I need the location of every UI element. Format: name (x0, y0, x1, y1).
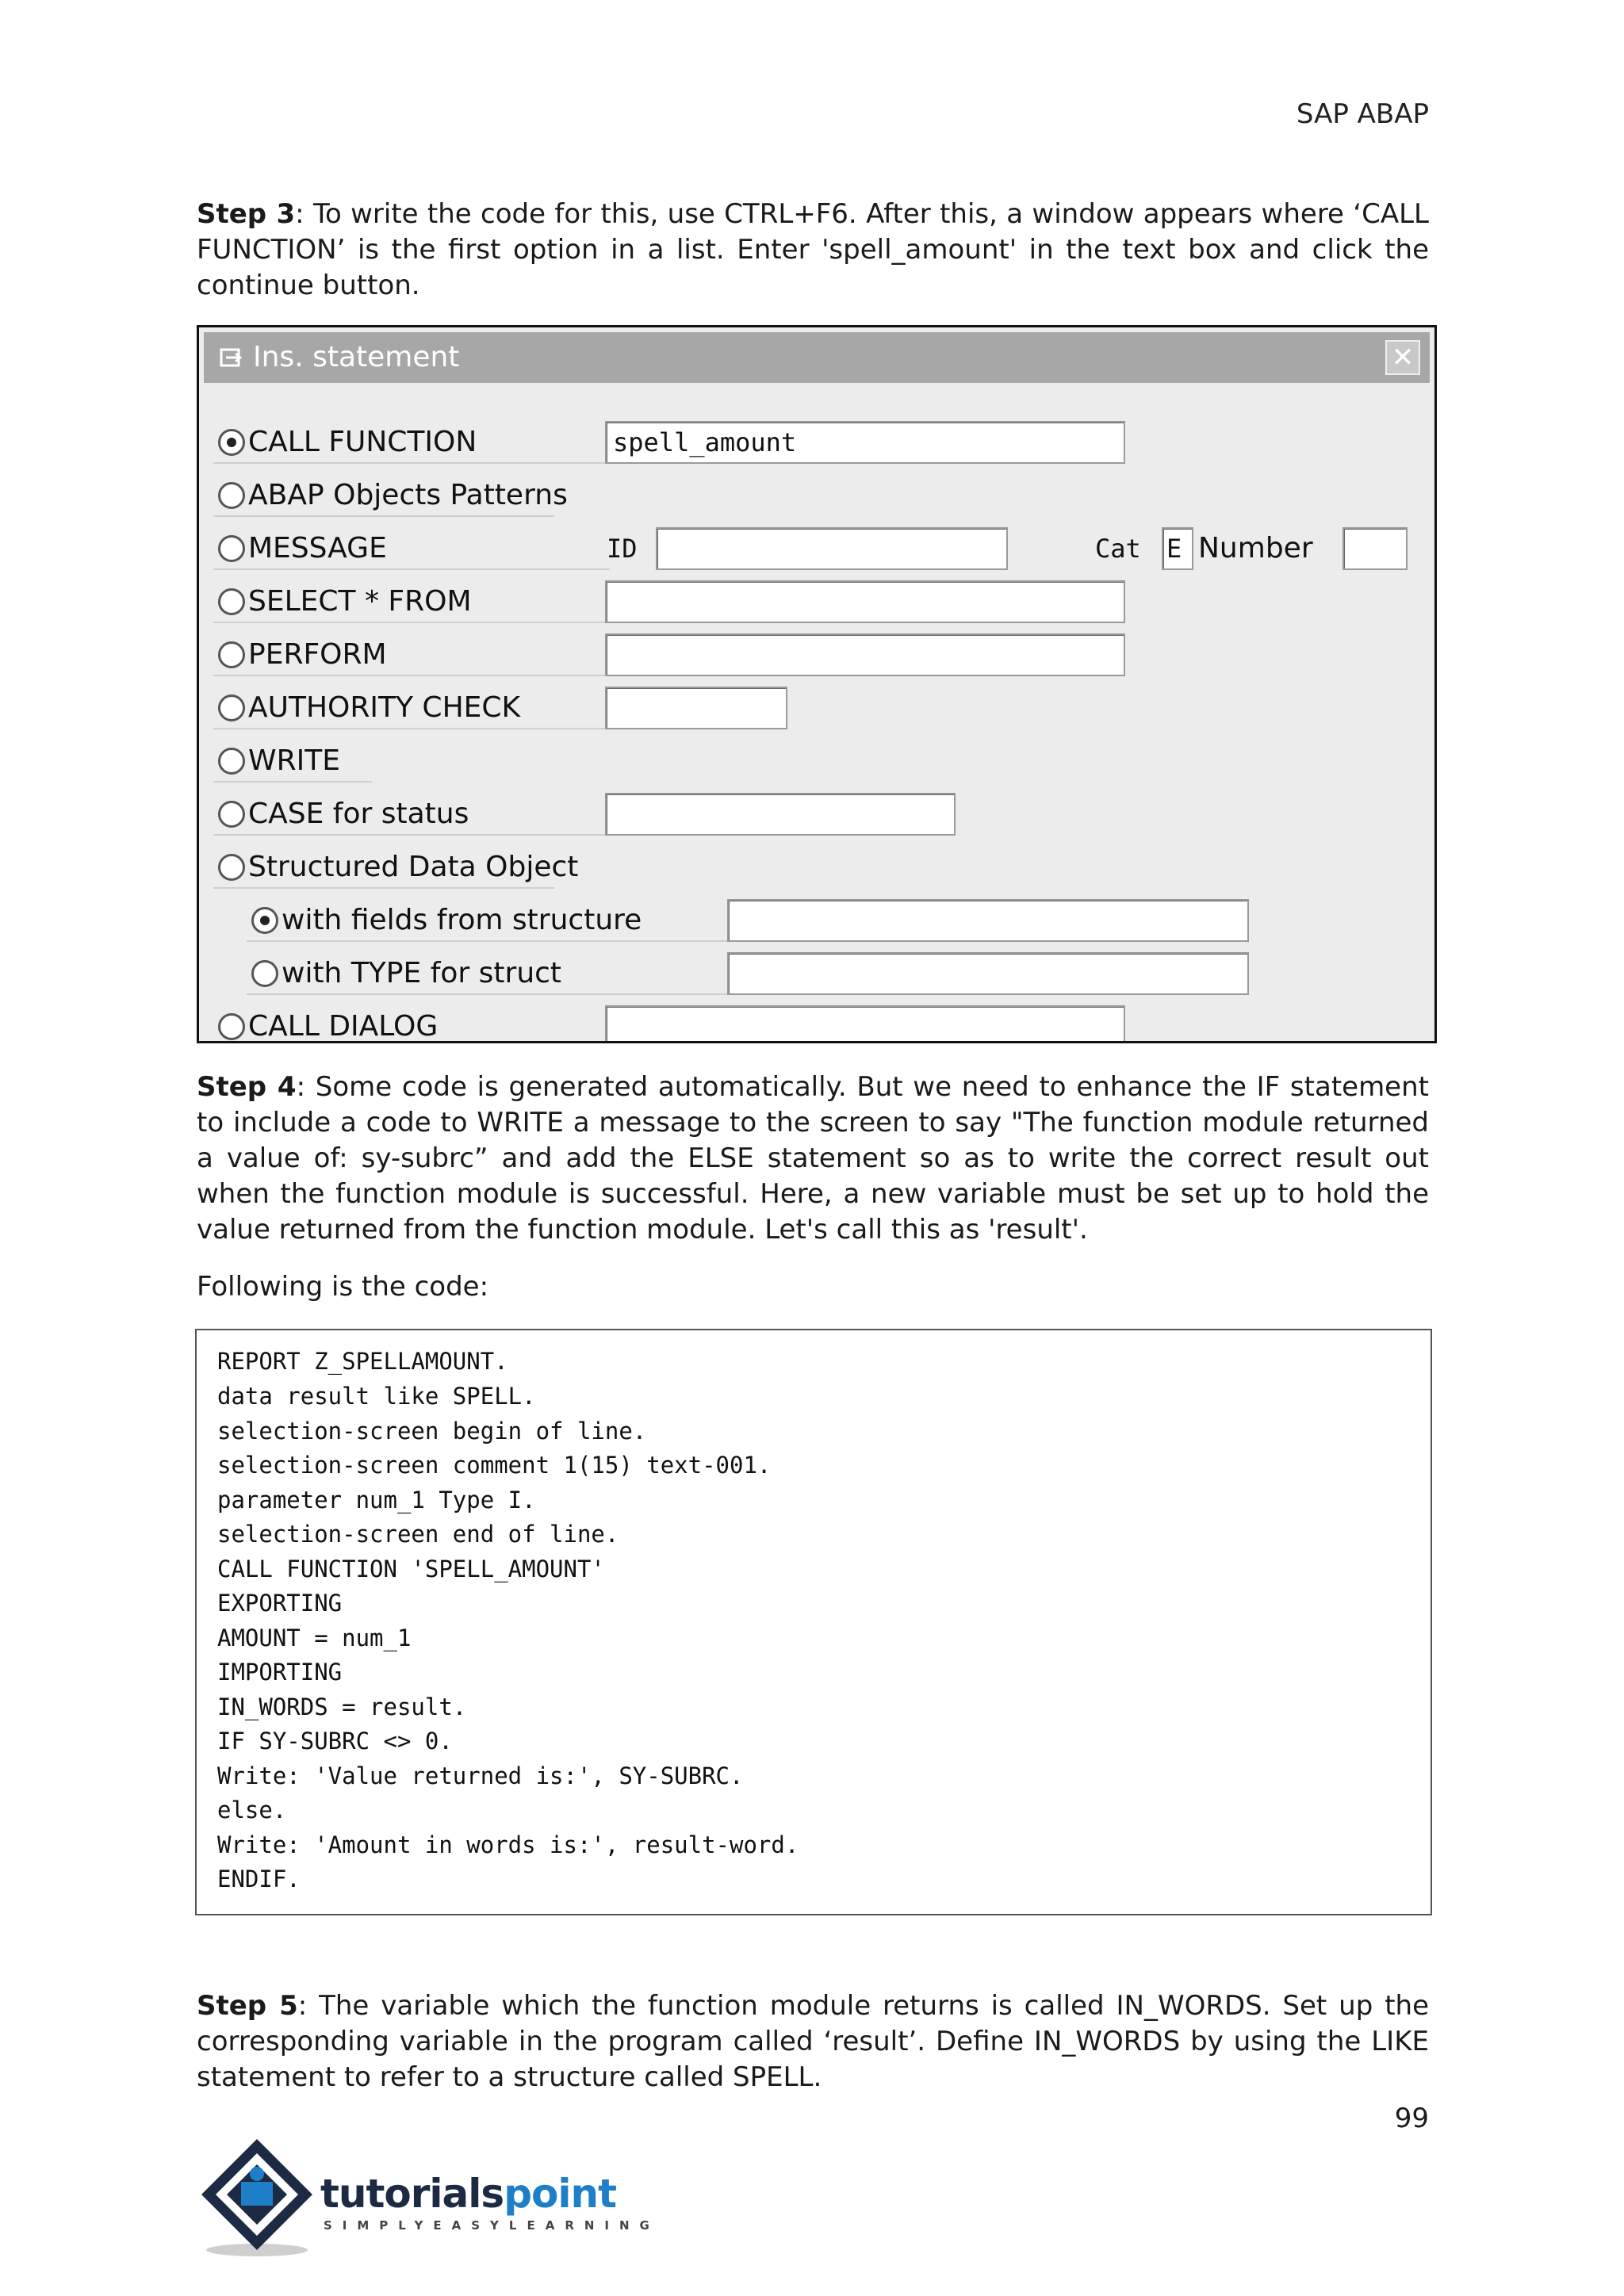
code-line: Write: 'Amount in words is:', result-word. (217, 1831, 799, 1858)
code-line: CALL FUNCTION 'SPELL_AMOUNT' (217, 1556, 605, 1582)
step-3-label: Step 3 (197, 198, 296, 230)
message-id-label: ID (607, 534, 638, 564)
following-text: Following is the code: (197, 1271, 489, 1303)
dialog-title: Ins. statement (253, 341, 460, 373)
tutorialspoint-logo (193, 2133, 660, 2260)
insert-statement-icon (220, 346, 242, 369)
code-line: IN_WORDS = result. (217, 1693, 467, 1720)
radio-select-from[interactable] (218, 588, 245, 615)
radio-abap-objects[interactable] (218, 482, 245, 509)
code-line: selection-screen end of line. (217, 1521, 619, 1548)
logo-diamond-icon (193, 2133, 320, 2260)
label-message: MESSAGE (248, 532, 387, 564)
radio-message[interactable] (218, 535, 245, 562)
page-header: SAP ABAP (1296, 98, 1429, 130)
label-authority-check: AUTHORITY CHECK (248, 691, 521, 724)
code-line: AMOUNT = num_1 (217, 1624, 412, 1651)
radio-write[interactable] (218, 748, 245, 775)
with-fields-input[interactable] (727, 899, 1249, 942)
message-cat-label: Cat (1095, 534, 1141, 564)
message-cat-input[interactable]: E (1162, 527, 1193, 570)
close-icon[interactable]: ✕ (1385, 340, 1420, 375)
perform-input[interactable] (605, 633, 1125, 676)
radio-call-function[interactable] (218, 429, 245, 456)
radio-case-status[interactable] (218, 801, 245, 828)
radio-with-fields[interactable] (251, 907, 278, 934)
option-row-with-fields (247, 894, 1404, 945)
option-row-message (213, 522, 1419, 573)
select-from-input[interactable] (605, 580, 1125, 623)
step-5-text: : The variable which the function module returns is called IN_WORDS. Set up the corresponding variable in the program called ‘result’. Define IN_WORDS by using the LIKE statement to refer to a structure called SPELL. (197, 1990, 1429, 2093)
option-row-select-from (213, 576, 1419, 626)
option-row-abap-objects (213, 469, 1419, 520)
call-dialog-input[interactable] (605, 1005, 1125, 1043)
label-write: WRITE (248, 744, 340, 777)
message-number-input[interactable] (1342, 527, 1408, 570)
step-3-paragraph (197, 197, 1429, 304)
ins-statement-dialog (197, 325, 1437, 1043)
option-row-with-type (247, 947, 1404, 998)
logo-name-dark: tutorials (320, 2171, 504, 2217)
label-with-type: with TYPE for struct (282, 957, 562, 989)
authority-check-input[interactable] (605, 687, 787, 729)
label-abap-objects: ABAP Objects Patterns (248, 479, 568, 511)
label-select-from: SELECT * FROM (248, 585, 472, 618)
logo-tagline: SIMPLYEASYLEARNING (324, 2218, 660, 2233)
with-type-input[interactable] (727, 952, 1249, 995)
call-function-input[interactable]: spell_amount (605, 421, 1125, 464)
radio-structured[interactable] (218, 854, 245, 881)
label-call-function: CALL FUNCTION (248, 426, 477, 458)
dialog-title-bar (204, 332, 1430, 383)
code-line: IF SY-SUBRC <> 0. (217, 1728, 453, 1755)
logo-wordmark (320, 2171, 616, 2217)
step-5-paragraph (197, 1988, 1429, 2095)
option-row-structured (213, 841, 1419, 892)
code-line: data result like SPELL. (217, 1383, 536, 1410)
step-4-text: : Some code is generated automatically. But we need to enhance the IF statement to include a code to WRITE a message to the screen to say "The function module returned a value of: sy-subrc” and add the ELSE statement so as to write the correct result out when the function module is successful. Here, a new variable must be set up to hold the value returned from the function module. Let's call this as 'result'. (197, 1071, 1429, 1246)
step-5-label: Step 5 (197, 1990, 298, 2022)
radio-authority-check[interactable] (218, 695, 245, 721)
option-row-call-function (213, 416, 1419, 467)
code-line: selection-screen comment 1(15) text-001. (217, 1452, 772, 1479)
option-row-case-status (213, 788, 1419, 839)
logo-name-blue: point (504, 2171, 616, 2217)
label-case-status: CASE for status (248, 798, 469, 830)
option-row-perform (213, 629, 1419, 679)
code-line: parameter num_1 Type I. (217, 1487, 536, 1513)
option-row-call-dialog (213, 1001, 1419, 1043)
code-line: Write: 'Value returned is:', SY-SUBRC. (217, 1762, 744, 1789)
radio-call-dialog[interactable] (218, 1013, 245, 1040)
label-with-fields: with fields from structure (282, 904, 642, 936)
message-id-input[interactable] (656, 527, 1008, 570)
code-line: ENDIF. (217, 1866, 301, 1892)
code-line: IMPORTING (217, 1659, 343, 1686)
radio-with-type[interactable] (251, 960, 278, 987)
code-line: else. (217, 1797, 287, 1823)
step-4-label: Step 4 (197, 1071, 297, 1103)
step-4-paragraph (197, 1070, 1429, 1248)
radio-perform[interactable] (218, 641, 245, 668)
label-structured: Structured Data Object (248, 851, 579, 883)
label-call-dialog: CALL DIALOG (248, 1010, 439, 1043)
option-row-write (213, 735, 1419, 786)
option-row-authority-check (213, 682, 1419, 733)
step-3-text: : To write the code for this, use CTRL+F6. After this, a window appears where ‘CALL FUNCTION’ is the first option in a list. Enter 'spell_amount' in the text box and click the continue button. (197, 198, 1429, 301)
code-line: EXPORTING (217, 1590, 343, 1617)
label-perform: PERFORM (248, 638, 387, 671)
page-number: 99 (1394, 2103, 1429, 2134)
code-block (195, 1329, 1432, 1915)
message-number-label: Number (1198, 532, 1313, 564)
code-line: REPORT Z_SPELLAMOUNT. (217, 1348, 508, 1375)
case-status-input[interactable] (605, 793, 956, 836)
code-line: selection-screen begin of line. (217, 1418, 647, 1445)
